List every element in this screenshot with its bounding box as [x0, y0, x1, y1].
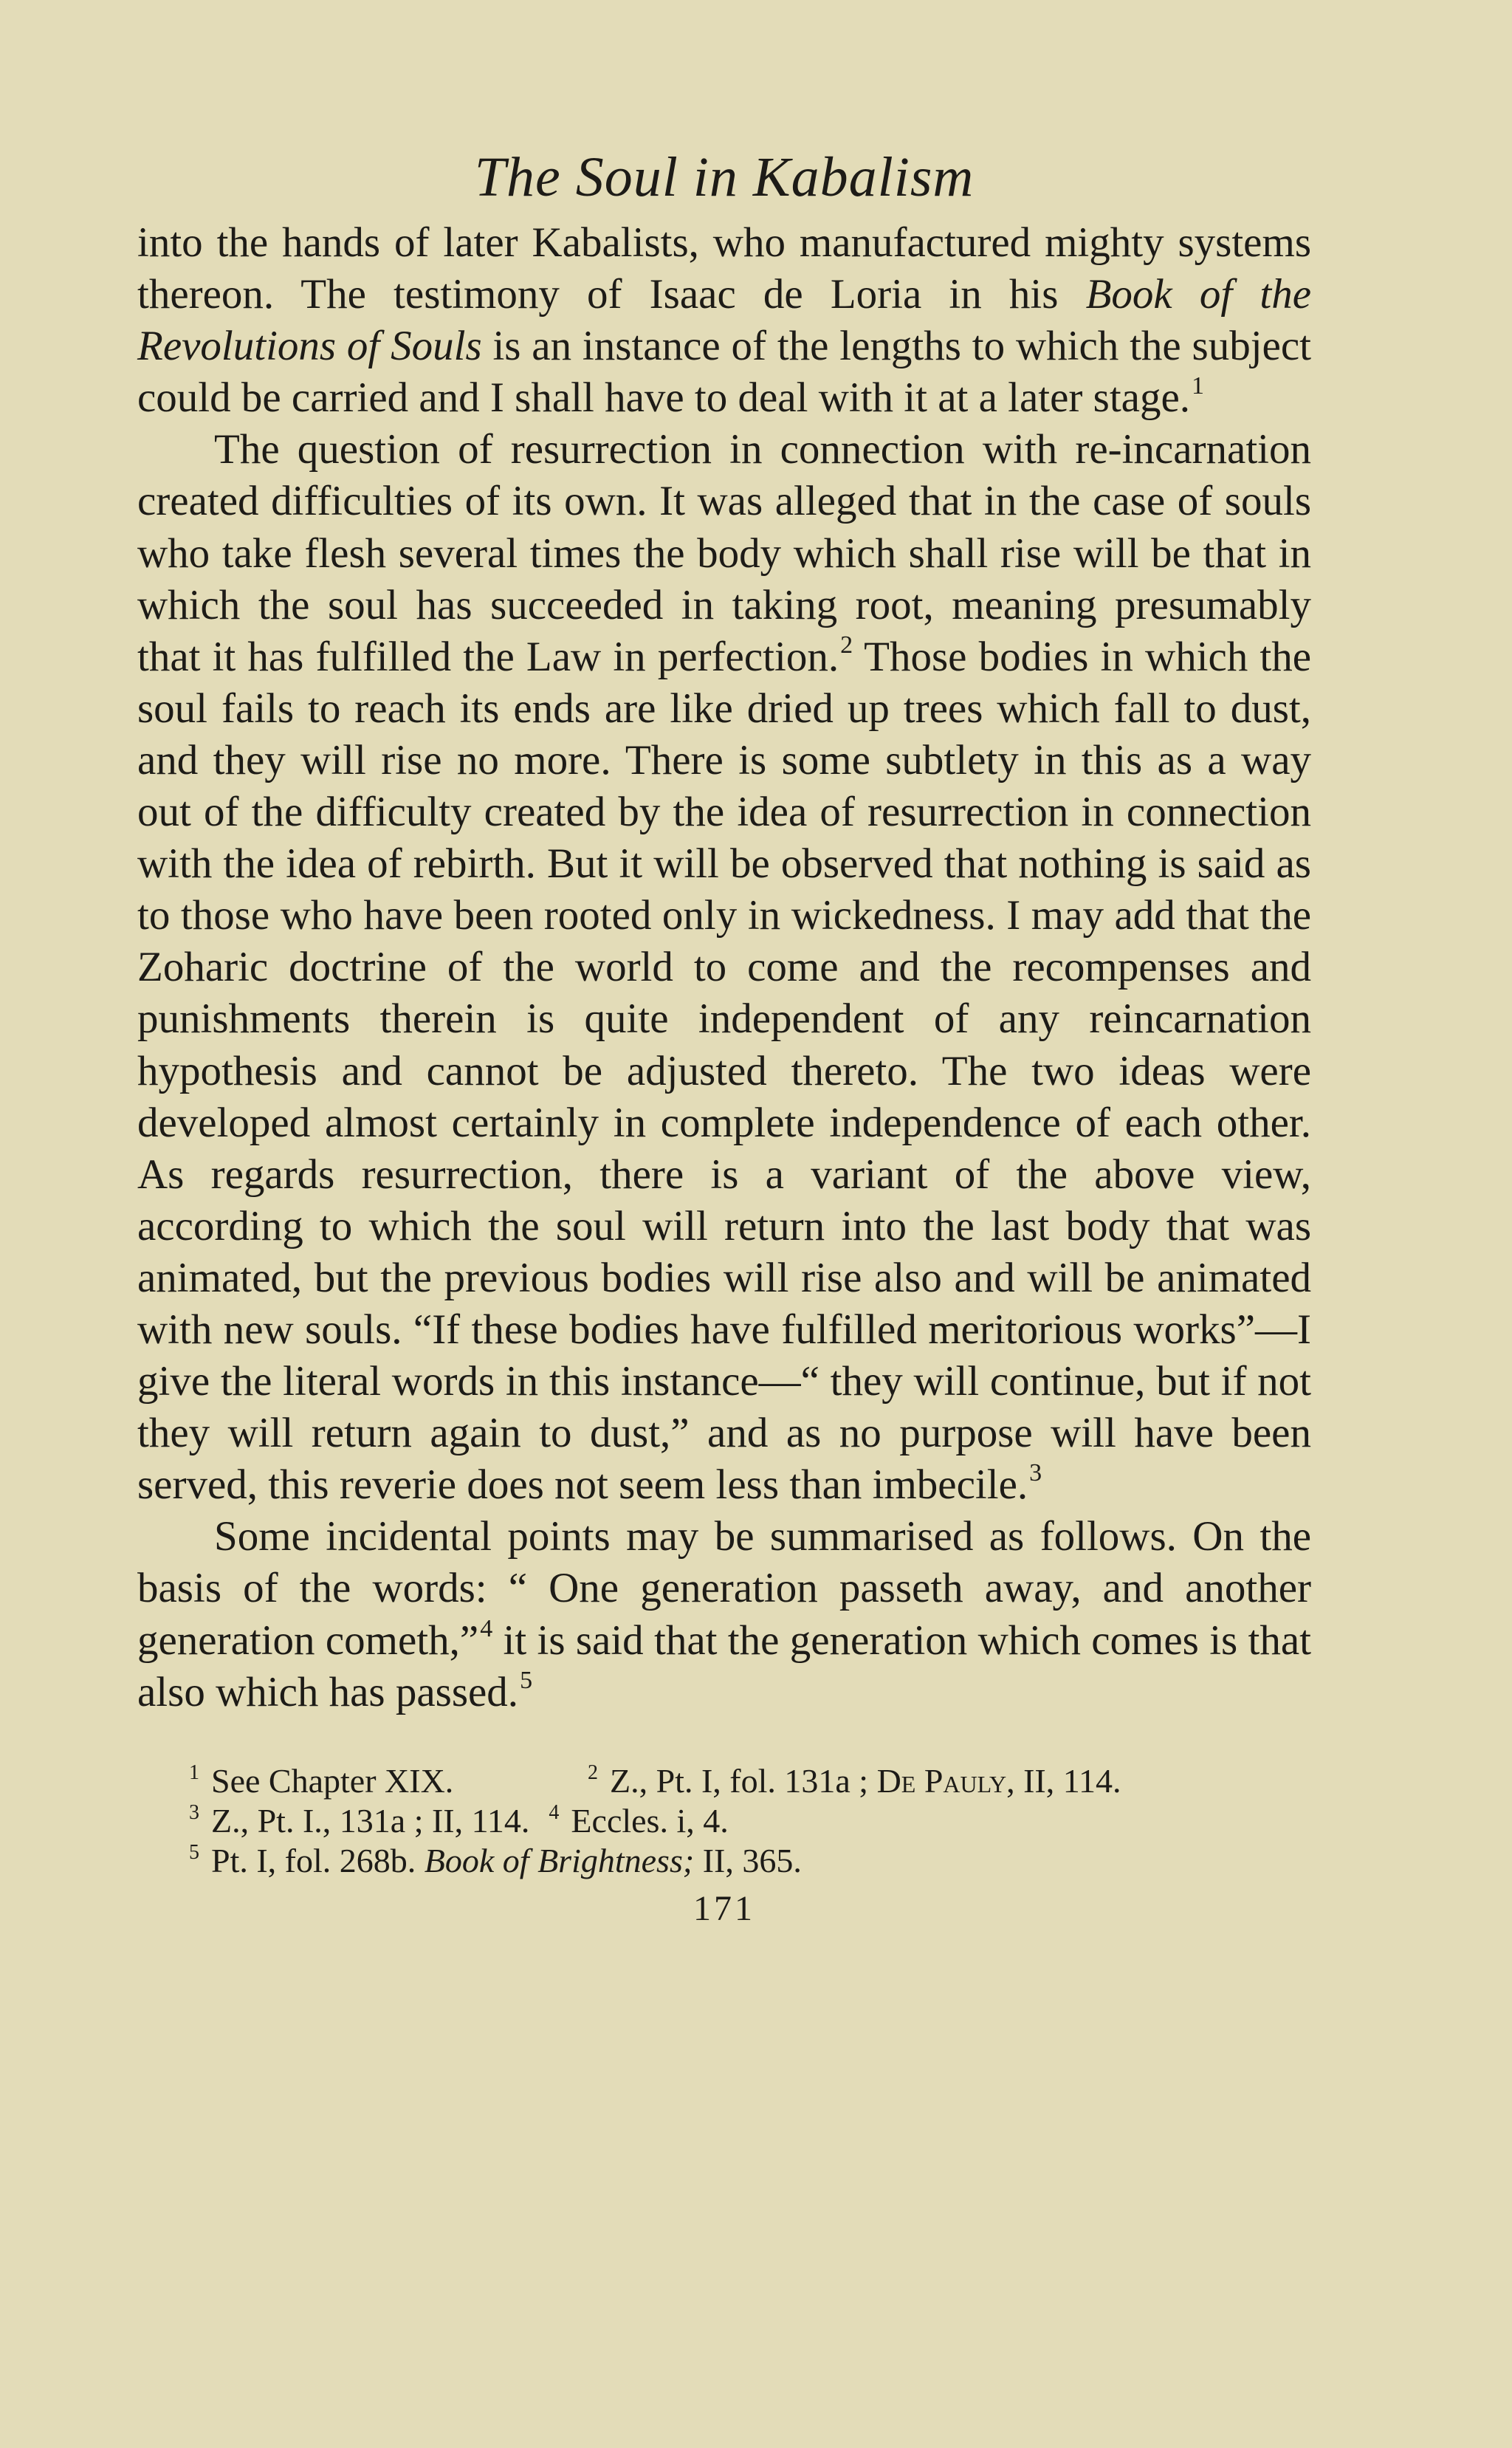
- footnote-2: [588, 1761, 1121, 1801]
- footnote-4: [549, 1801, 728, 1841]
- footnote-row-3: [189, 1841, 1311, 1881]
- paragraph-2-text-b: Those bodies in which the soul fails to reach its ends are like dried up trees which fall to dust, and they will rise no more. There is some subtlety in this as a way out of the difficulty created by the idea of resurrection in connection with the idea of rebirth. But it will be observed that nothing is said as to those who have been rooted only in wickedness. I may add that the Zoharic doctrine of the world to come and the recompenses and punishments therein is quite independent of any reincarnation hypothesis and cannot be adjusted thereto. The two ideas were developed almost certainly in complete independence of each other. As regards resurrection, there is a variant of the above view, according to which the soul will return into the last body that was animated, but the previous bodies will rise also and will be animated with new souls. “If these bodies have fulfilled meritorious works”—I give the literal words in this instance—“ they will continue, but if not they will return again to dust,” and as no purpose will have been served, this reverie does not seem less than imbecile.: [137, 633, 1312, 1509]
- paragraph-3-text-a: Some incidental points may be summarised as follows. On the basis of the words: “ One generation passeth away, and another generation cometh,”: [137, 1513, 1311, 1664]
- footnote-ref-4: 4: [480, 1614, 493, 1642]
- footnote-1-text: See Chapter XIX.: [211, 1761, 454, 1800]
- footnote-2-number: 2: [588, 1760, 598, 1784]
- footnote-ref-5: 5: [520, 1666, 533, 1694]
- footnotes: [137, 1761, 1311, 1881]
- footnote-5-text-b: II, 365.: [694, 1841, 802, 1879]
- page-number: 171: [693, 1888, 755, 1928]
- footnote-1-number: 1: [189, 1760, 199, 1784]
- footnote-ref-3: 3: [1029, 1459, 1042, 1487]
- footnote-2-text-a: Z., Pt. I, fol. 131a ;: [610, 1761, 877, 1800]
- paragraph-2: [137, 424, 1311, 1511]
- footnote-2-author: De Pauly: [876, 1761, 1007, 1800]
- footnote-5-book-title: Book of Brightness;: [424, 1841, 695, 1879]
- book-page: [137, 140, 1311, 1931]
- paragraph-1-text-a: into the hands of later Kabalists, who manufactured mighty systems thereon. The testimony of Isaac de Loria in his: [137, 219, 1311, 318]
- footnote-ref-2: 2: [840, 631, 853, 659]
- footnote-5-text-a: Pt. I, fol. 268b.: [211, 1841, 425, 1879]
- paragraph-2-text-a: The question of resurrection in connection with re-incarnation created difficulties of its own. It was alleged that in the case of souls who take flesh several times the body which shall rise will be that in which the soul has succeeded in taking root, meaning presumably that it has fulfilled the Law in perfection.: [137, 426, 1311, 680]
- footnote-3-number: 3: [189, 1800, 199, 1824]
- paragraph-1: [137, 217, 1311, 424]
- paragraph-1-text-b: is an instance of the lengths to which the subject could be carried and I shall have to deal with it at a later stage.: [137, 323, 1311, 422]
- book-title-revolutions-of-souls: Book of the Revolutions of Souls: [137, 271, 1312, 370]
- footnote-3-text: Z., Pt. I., 131a ; II, 114.: [211, 1801, 530, 1840]
- footnote-5-number: 5: [189, 1840, 199, 1864]
- paragraph-3-text-b: it is said that the generation which comes is that also which has passed.: [137, 1616, 1312, 1715]
- footnote-row-1: [189, 1761, 1311, 1801]
- body-text: [137, 217, 1311, 1718]
- footnote-3: [189, 1801, 529, 1841]
- footnote-4-number: 4: [549, 1800, 560, 1824]
- paragraph-3: [137, 1511, 1311, 1718]
- footnote-ref-1: 1: [1192, 372, 1205, 400]
- footnote-2-text-b: , II, 114.: [1006, 1761, 1121, 1800]
- footnote-row-2: [189, 1801, 1311, 1841]
- running-head: The Soul in Kabalism: [474, 146, 975, 208]
- footnote-1: [189, 1761, 588, 1801]
- footnote-4-text: Eccles. i, 4.: [571, 1801, 729, 1840]
- footnote-5: [189, 1841, 802, 1881]
